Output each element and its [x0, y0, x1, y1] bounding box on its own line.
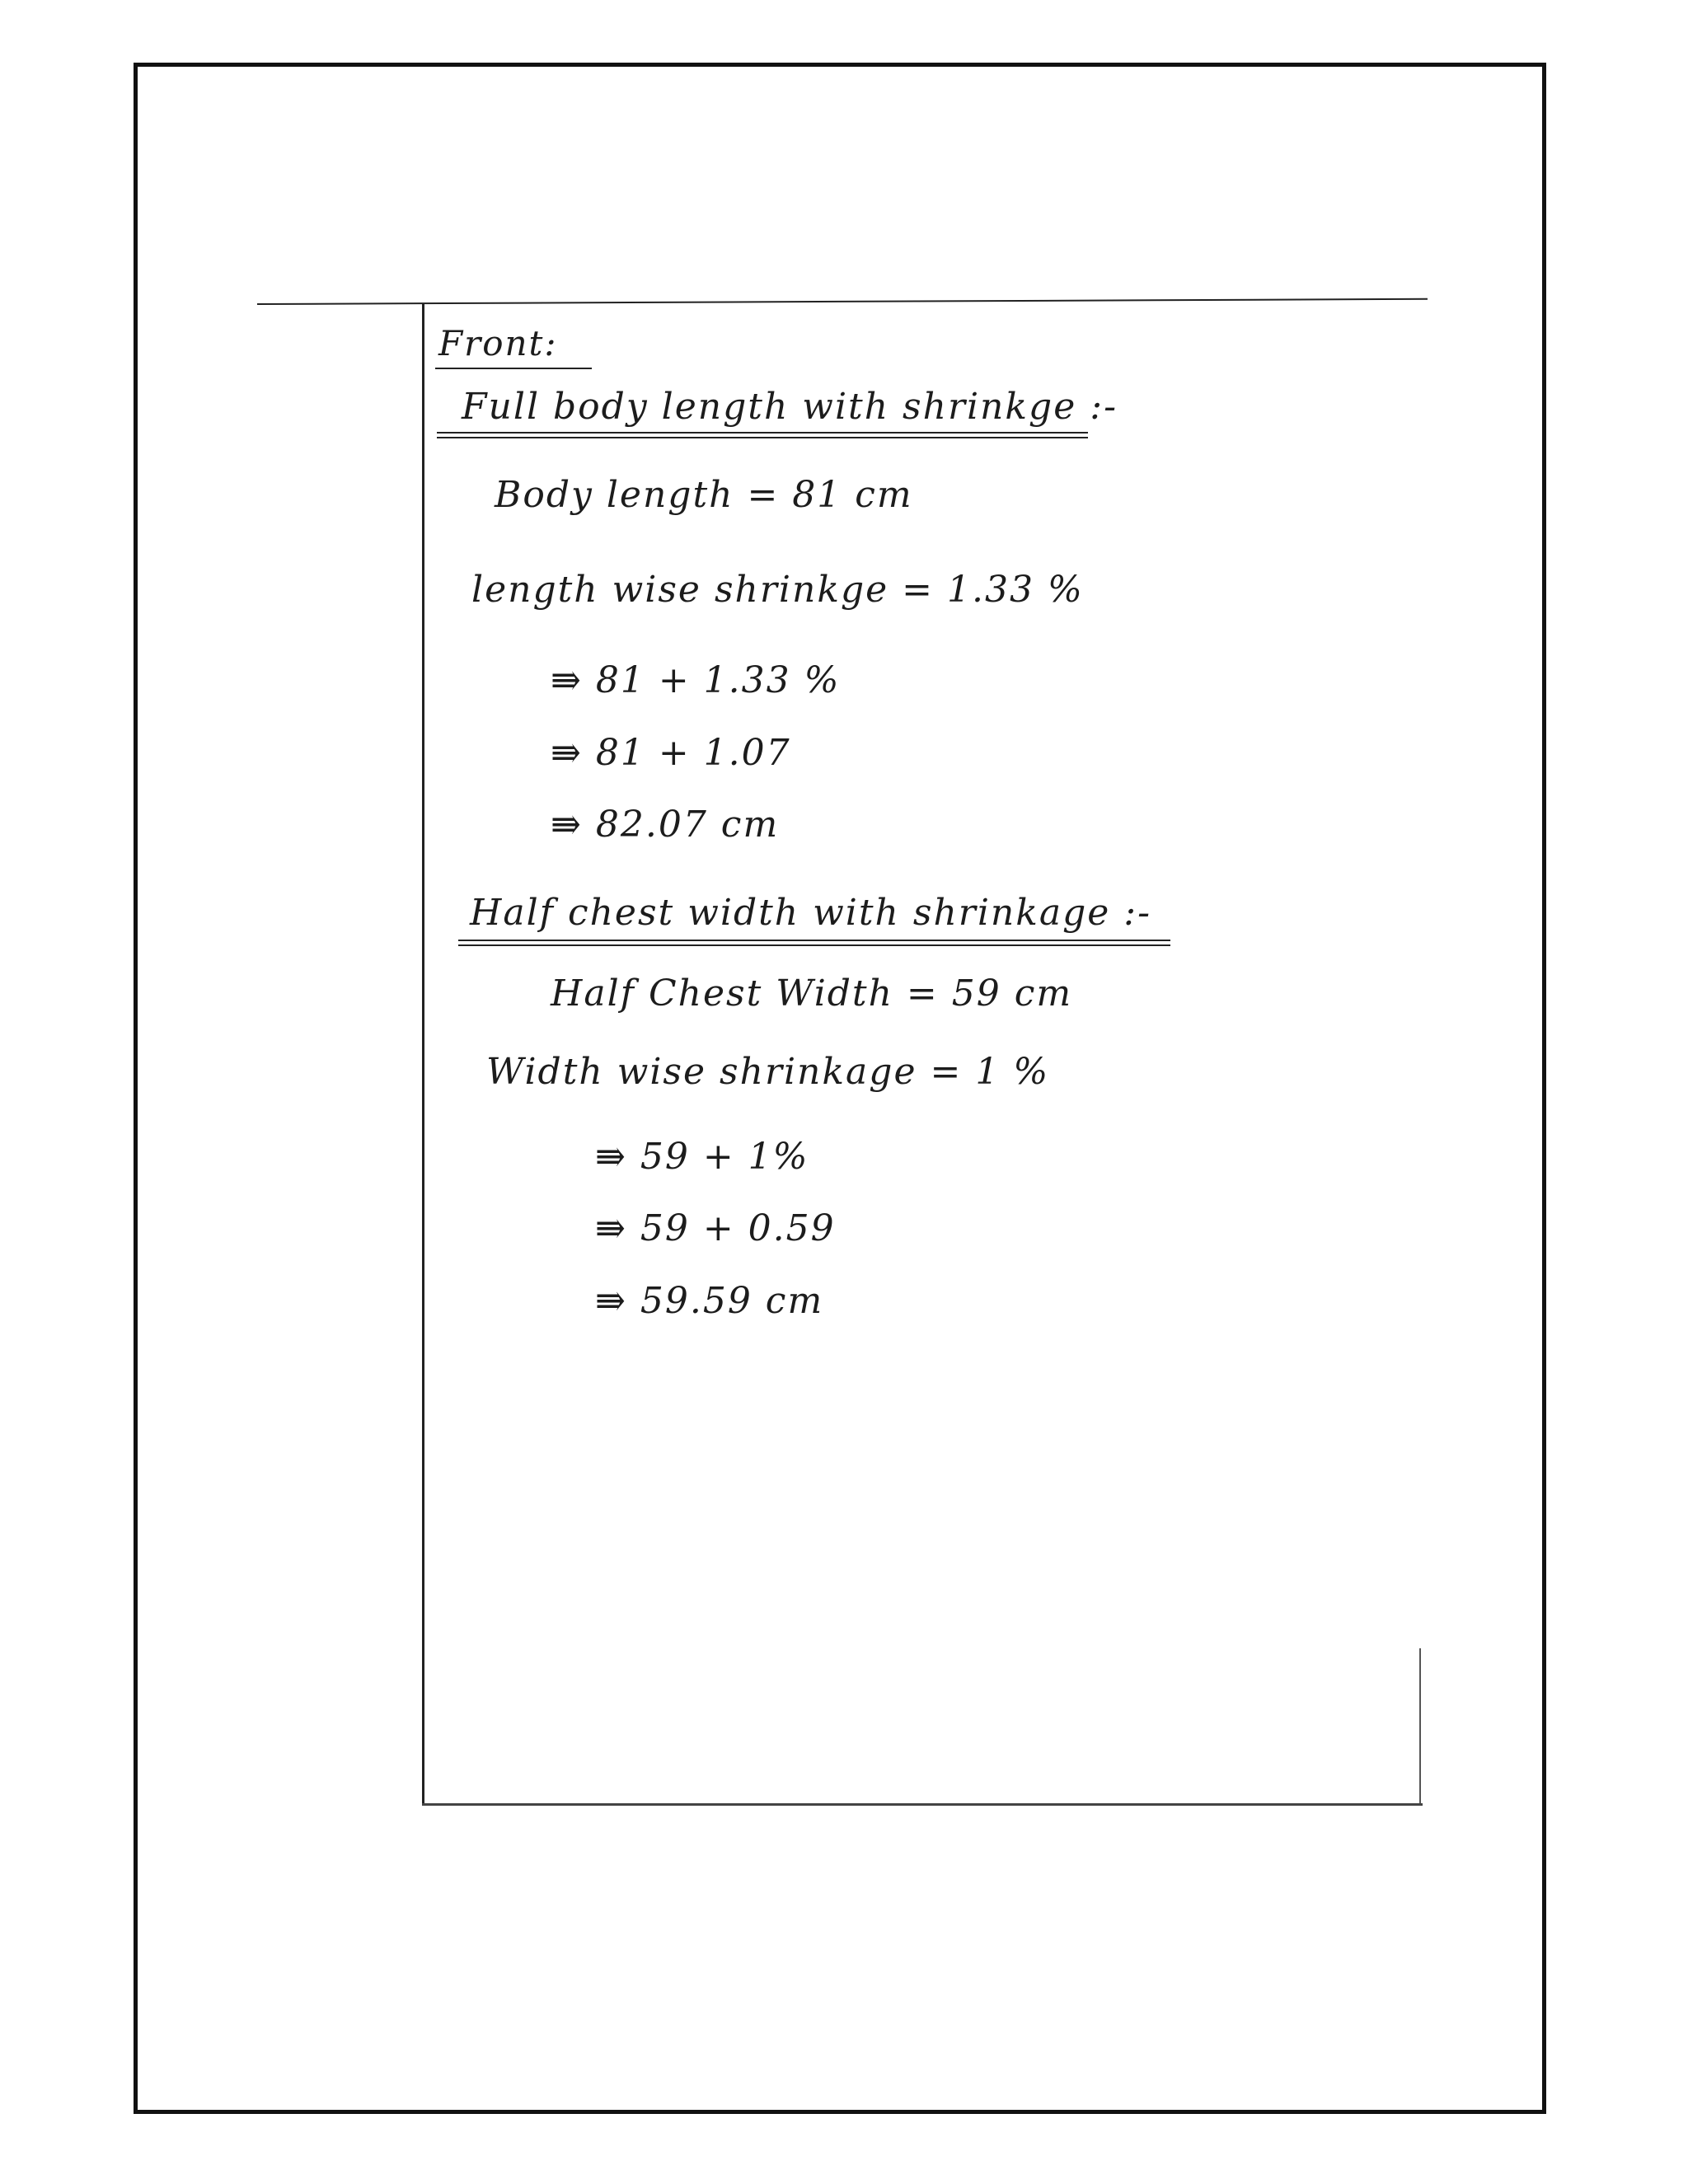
length-step-1: ⇛ 81 + 1.33 %	[551, 659, 841, 701]
body-length-line: Body length = 81 cm	[495, 474, 913, 516]
length-section-heading: Full body length with shrinkge :-	[462, 386, 1118, 428]
right-margin-line	[1419, 1648, 1421, 1805]
length-result: ⇛ 82.07 cm	[551, 804, 780, 846]
length-step-2: ⇛ 81 + 1.07	[551, 732, 791, 774]
chest-heading-underline	[458, 940, 1170, 946]
bottom-ruled-line	[422, 1803, 1423, 1806]
front-label: Front:	[438, 323, 558, 363]
chest-result: ⇛ 59.59 cm	[595, 1280, 824, 1322]
length-shrinkage-line: length wise shrinkge = 1.33 %	[471, 569, 1084, 611]
length-heading-underline	[437, 432, 1088, 438]
chest-step-2: ⇛ 59 + 0.59	[595, 1207, 836, 1249]
half-chest-width-line: Half Chest Width = 59 cm	[551, 972, 1073, 1015]
left-margin-line	[422, 303, 424, 1805]
width-shrinkage-line: Width wise shrinkage = 1 %	[486, 1051, 1050, 1093]
front-label-underline	[435, 368, 592, 369]
chest-section-heading: Half chest width with shrinkage :-	[470, 892, 1151, 934]
chest-step-1: ⇛ 59 + 1%	[595, 1136, 809, 1178]
